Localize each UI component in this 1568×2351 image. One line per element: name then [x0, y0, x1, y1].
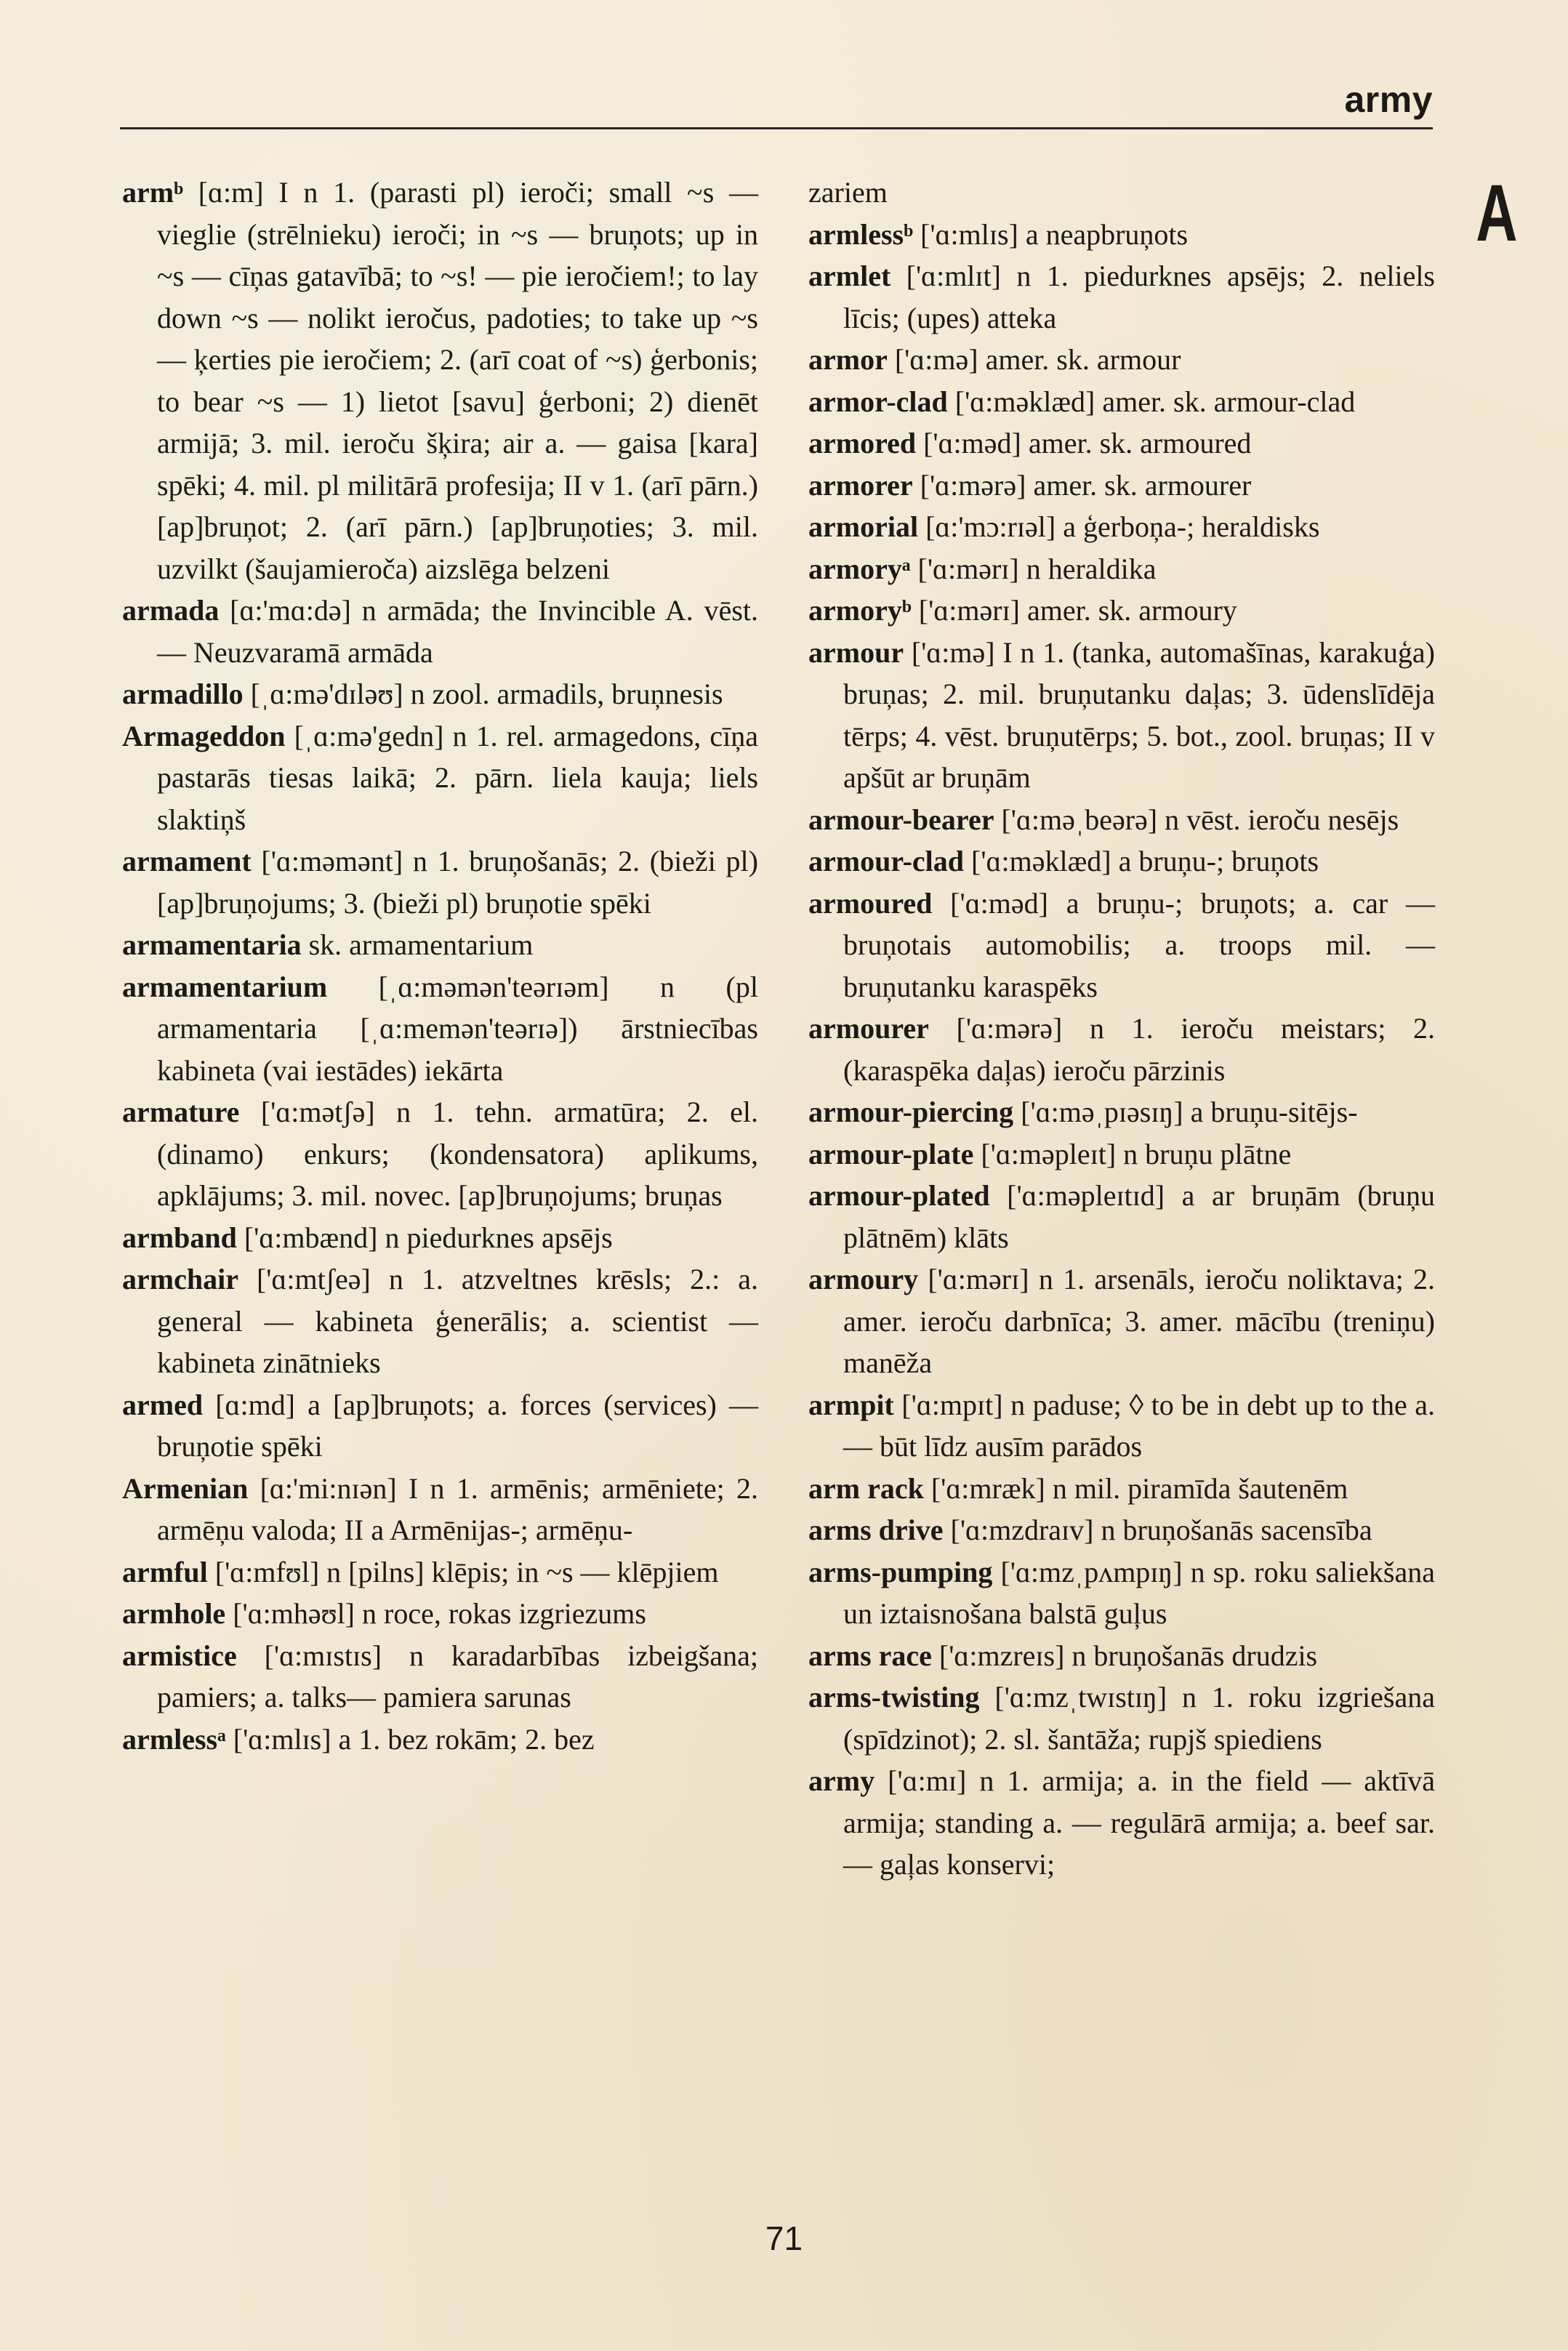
- headword: armour-bearer: [808, 803, 994, 836]
- left-column: [122, 172, 758, 1760]
- entry-definition: ['ɑ:mlɪt] n 1. piedurknes apsējs; 2. neliels līcis; (upes) atteka: [843, 260, 1435, 334]
- headword: arms-twisting: [808, 1681, 980, 1713]
- dictionary-entry: [808, 214, 1435, 256]
- dictionary-entry: [122, 924, 758, 966]
- headword: arms-pumping: [808, 1555, 993, 1588]
- headword: armlet: [808, 260, 891, 292]
- dictionary-entry: [122, 172, 758, 590]
- headword: armed: [122, 1388, 204, 1421]
- entry-definition: [ɑ:'mɑ:də] n armāda; the Invincible A. vēst. — Neuzvaramā armāda: [157, 594, 758, 669]
- dictionary-entry: [808, 1760, 1435, 1886]
- dictionary-entry: [808, 1175, 1435, 1258]
- dictionary-entry: [808, 883, 1435, 1008]
- headword: armament: [122, 845, 252, 877]
- dictionary-entry: [122, 1258, 758, 1384]
- headword: armoured: [808, 886, 933, 920]
- dictionary-entry: [122, 1091, 758, 1217]
- dictionary-entry: [808, 422, 1435, 465]
- entry-definition: ['ɑ:məklæd] a bruņu-; bruņots: [964, 845, 1319, 877]
- dictionary-entry: [808, 465, 1435, 507]
- headword: armᵇ: [122, 176, 184, 209]
- dictionary-entry: [808, 1635, 1435, 1677]
- headword: arms drive: [808, 1514, 944, 1546]
- guide-word: army: [1344, 79, 1433, 120]
- entry-definition: ['ɑ:mzˌpʌmpɪŋ] n sp. roku saliekšana un iztaisnošana balstā guļus: [843, 1555, 1435, 1630]
- entry-definition: ['ɑ:mərə] amer. sk. armourer: [912, 468, 1252, 502]
- dictionary-entry: [122, 715, 758, 841]
- entry-definition: ['ɑ:mə] amer. sk. armour: [887, 343, 1181, 376]
- headword: armour-piercing: [808, 1096, 1014, 1128]
- entry-definition: ['ɑ:məd] a bruņu-; bruņots; a. car — bruņotais automobilis; a. troops mil. — bruņutanku karaspēks: [843, 886, 1435, 1003]
- headword: armful: [122, 1555, 208, 1588]
- headword: armada: [122, 594, 220, 627]
- headword: armor: [808, 343, 888, 376]
- entry-definition: ['ɑ:mfʊl] n [pilns] klēpis; in ~s — klēpjiem: [207, 1555, 719, 1588]
- dictionary-entry: [122, 1719, 758, 1761]
- dictionary-entry: [122, 1384, 758, 1468]
- dictionary-entry: [122, 1217, 758, 1259]
- dictionary-entry: [808, 632, 1435, 799]
- entry-definition: ['ɑ:mhəʊl] n roce, rokas izgriezums: [225, 1597, 646, 1630]
- headword: armour-plate: [808, 1137, 974, 1170]
- dictionary-entry: [808, 255, 1435, 339]
- headword: armoury: [808, 1263, 919, 1295]
- entry-definition: ['ɑ:məmənt] n 1. bruņošanās; 2. (bieži pl) [ap]bruņojums; 3. (bieži pl) bruņotie spēki: [157, 845, 758, 920]
- entry-definition: ['ɑ:məd] amer. sk. armoured: [916, 427, 1252, 459]
- headword: armorial: [808, 510, 919, 543]
- entry-definition: ['ɑ:məˌbeərə] n vēst. ieroču nesējs: [994, 803, 1399, 836]
- entry-definition: [ɑ:'mɔ:rɪəl] a ģerboņa-; heraldisks: [918, 510, 1320, 543]
- headword: armpit: [808, 1388, 894, 1421]
- dictionary-entry: [808, 1509, 1435, 1551]
- entry-definition: ['ɑ:mzˌtwɪstɪŋ] n 1. roku izgriešana (spīdzinot); 2. sl. šantāža; rupjš spiediens: [843, 1681, 1435, 1756]
- headword: armlessᵇ: [808, 217, 914, 251]
- dictionary-entry: [808, 1091, 1435, 1133]
- dictionary-entry: [808, 1676, 1435, 1760]
- page-number: 71: [765, 2219, 803, 2257]
- entry-definition: [ɑ:md] a [ap]bruņots; a. forces (services) — bruņotie spēki: [157, 1388, 758, 1463]
- headword: armourer: [808, 1012, 929, 1045]
- dictionary-entry: [808, 172, 1435, 214]
- entry-definition: [ˌɑ:mə'gedn] n 1. rel. armagedons, cīņa pastarās tiesas laikā; 2. pārn. liela kauja; liels slaktiņš: [157, 719, 758, 836]
- headword: armour: [808, 635, 904, 669]
- headword: armature: [122, 1096, 240, 1128]
- dictionary-entry: [808, 1384, 1435, 1468]
- entry-definition: ['ɑ:mpɪt] n paduse; ◊ to be in debt up to the a. — būt līdz ausīm parādos: [843, 1388, 1435, 1463]
- entry-definition: [ɑ:'mi:nɪən] I n 1. armēnis; armēniete; 2. armēņu valoda; II a Armēnijas-; armēņu-: [157, 1471, 758, 1546]
- dictionary-entry: [122, 1551, 758, 1594]
- right-column: [808, 172, 1435, 1886]
- entry-definition: ['ɑ:mtʃeə] n 1. atzveltnes krēsls; 2.: a. general — kabineta ģenerālis; a. scientist — kabineta zinātnieks: [157, 1263, 758, 1379]
- headword: armlessᵃ: [122, 1722, 226, 1756]
- dictionary-entry: [808, 339, 1435, 381]
- dictionary-entry: [808, 548, 1435, 590]
- headword: armamentarium: [122, 970, 328, 1003]
- dictionary-entry: [122, 1468, 758, 1551]
- dictionary-entry: [808, 1258, 1435, 1384]
- headword: Armenian: [122, 1471, 249, 1505]
- dictionary-entry: [808, 1133, 1435, 1176]
- entry-definition: [ˌɑ:mə'dɪləʊ] n zool. armadils, bruņnesis: [243, 678, 723, 710]
- entry-definition: sk. armamentarium: [301, 928, 534, 961]
- thumb-index-letter: A: [1475, 169, 1517, 258]
- headword: armorer: [808, 468, 913, 502]
- headword: Armageddon: [122, 719, 286, 752]
- entry-definition: ['ɑ:mzdraɪv] n bruņošanās sacensība: [943, 1514, 1372, 1546]
- dictionary-entry: [122, 590, 758, 673]
- dictionary-entry: [808, 590, 1435, 632]
- headword: armour-plated: [808, 1179, 990, 1212]
- dictionary-entry: [808, 840, 1435, 883]
- headword: armoryᵇ: [808, 594, 912, 627]
- headword: arms race: [808, 1639, 932, 1672]
- headword: armoryᵃ: [808, 552, 911, 585]
- entry-definition: ['ɑ:mərɪ] n heraldika: [910, 552, 1157, 585]
- entry-definition: ['ɑ:mzreɪs] n bruņošanās drudzis: [931, 1639, 1318, 1672]
- dictionary-entry: [808, 381, 1435, 423]
- dictionary-entry: [122, 1593, 758, 1635]
- dictionary-entry: [808, 799, 1435, 841]
- dictionary-entry: [808, 1551, 1435, 1635]
- entry-definition: [ɑ:m] I n 1. (parasti pl) ieroči; small ~s — vieglie (strēlnieku) ieroči; in ~s — bruņots; up in ~s — cīņas gatavībā; to ~s! — pie ieročiem!; to lay down ~s — nolikt ieročus, padoties; to take up ~s — ķerties pie ieročiem; 2. (arī coat of ~s) ģerbonis; to bear ~s — 1) lietot [savu] ģerboni; 2) dienēt armijā; 3. mil. ieroču šķira; air a. — gaisa [kara] spēki; 4. mil. pl militārā profesija; II v 1. (arī pārn.) [ap]bruņot; 2. (arī pārn.) [ap]bruņoties; 3. mil. uzvilkt (šaujamieroča) aizslēga belzeni: [157, 176, 758, 585]
- entry-definition: [ˌɑ:məmən'teərɪəm] n (pl armamentaria [ˌɑ:memən'teərɪə]) ārstniecības kabineta (vai iestādes) iekārta: [157, 970, 758, 1087]
- entry-definition: ['ɑ:mɪ] n 1. armija; a. in the field — aktīvā armija; standing a. — regulārā armija; a. beef sar. — gaļas konservi;: [843, 1764, 1435, 1881]
- entry-definition: ['ɑ:mlɪs] a 1. bez rokām; 2. bez: [225, 1722, 595, 1756]
- entry-definition: ['ɑ:mərɪ] n 1. arsenāls, ieroču noliktava; 2. amer. ieroču darbnīca; 3. amer. mācību (treniņu) manēža: [843, 1263, 1435, 1379]
- entry-definition: ['ɑ:mərɪ] amer. sk. armoury: [911, 594, 1237, 627]
- entry-definition: ['ɑ:məpleɪt] n bruņu plātne: [973, 1137, 1292, 1170]
- headword: armistice: [122, 1639, 237, 1672]
- dictionary-entry: [122, 673, 758, 715]
- headword: army: [808, 1764, 875, 1797]
- entry-definition: ['ɑ:mlɪs] a neapbruņots: [913, 217, 1189, 251]
- entry-definition: ['ɑ:məˌpɪəsɪŋ] a bruņu-sitējs-: [1013, 1096, 1358, 1128]
- dictionary-entry: [122, 1635, 758, 1719]
- entry-definition: ['ɑ:məpleɪtɪd] a ar bruņām (bruņu plātnēm) klāts: [843, 1179, 1435, 1254]
- headword: armor-clad: [808, 385, 948, 418]
- headword: armband: [122, 1221, 237, 1254]
- entry-definition: ['ɑ:məklæd] amer. sk. armour-clad: [947, 385, 1356, 418]
- entry-definition: ['ɑ:mbænd] n piedurknes apsējs: [236, 1221, 613, 1254]
- entry-definition: ['ɑ:mɪstɪs] n karadarbības izbeigšana; pamiers; a. talks— pamiera sarunas: [157, 1639, 758, 1713]
- headword: armamentaria: [122, 928, 302, 961]
- dictionary-entry: [808, 1008, 1435, 1091]
- dictionary-entry: [122, 966, 758, 1092]
- entry-definition: ['ɑ:mræk] n mil. piramīda šautenēm: [923, 1471, 1348, 1505]
- header-rule: [120, 127, 1433, 129]
- headword: armchair: [122, 1263, 238, 1295]
- entry-definition: zariem: [808, 176, 888, 209]
- entry-definition: ['ɑ:mətʃə] n 1. tehn. armatūra; 2. el. (dinamo) enkurs; (kondensatora) aplikums, apklājums; 3. mil. novec. [ap]bruņojums; bruņas: [157, 1096, 758, 1212]
- headword: armour-clad: [808, 845, 965, 877]
- dictionary-entry: [808, 1468, 1435, 1510]
- headword: arm rack: [808, 1471, 924, 1505]
- headword: armadillo: [122, 678, 244, 710]
- dictionary-entry: [122, 840, 758, 924]
- headword: armored: [808, 427, 917, 459]
- headword: armhole: [122, 1597, 226, 1630]
- dictionary-entry: [808, 506, 1435, 548]
- entry-definition: ['ɑ:mərə] n 1. ieroču meistars; 2. (karaspēka daļas) ieroču pārzinis: [843, 1012, 1435, 1087]
- entry-definition: ['ɑ:mə] I n 1. (tanka, automašīnas, karakuģa) bruņas; 2. mil. bruņutanku daļas; 3. ūdenslīdēja tērps; 4. vēst. bruņutērps; 5. bot., zool. bruņas; II v apšūt ar bruņām: [843, 635, 1435, 794]
